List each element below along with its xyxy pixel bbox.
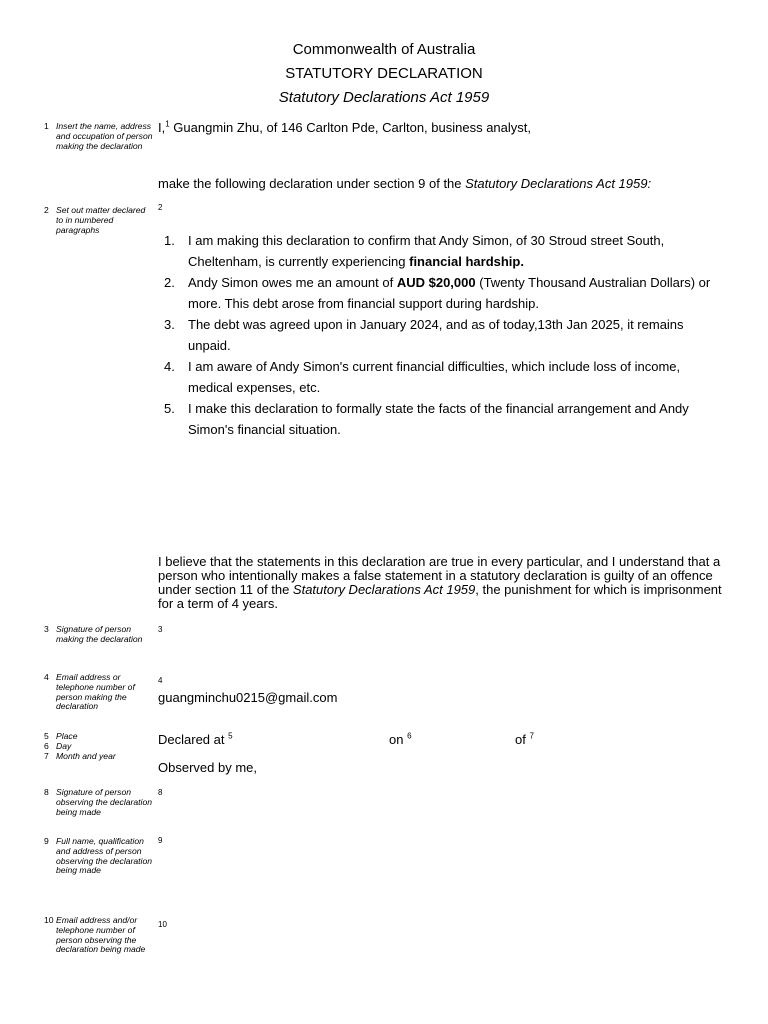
footnote-marker-9: 9 <box>158 836 163 845</box>
margin-note-5: 5 Place <box>44 731 78 741</box>
margin-note-9: 9 Full name, qualification and address of person observing the declaration being made <box>44 836 153 876</box>
margin-note-1: 1 Insert the name, address and occupation of person making the declaration <box>44 121 153 151</box>
declarant-statement: I,$^1$ Guangmin Zhu, of 146 Carlton Pde, Carlton, business analyst, <box>158 119 531 135</box>
declared-on-label: on $^6$ <box>389 731 412 747</box>
footnote-marker-3: 3 <box>158 625 163 634</box>
margin-note-6: 6 Day <box>44 741 72 751</box>
paragraph-item: 5. I make this declaration to formally state the facts of the financial arrangement and Andy Simon's financial situation. <box>164 401 689 437</box>
margin-note-8: 8 Signature of person observing the declaration being made <box>44 787 153 817</box>
footnote-marker-10: 10 <box>158 920 167 929</box>
margin-note-4: 4 Email address or telephone number of person making the declaration <box>44 672 135 712</box>
document-title: Commonwealth of Australia <box>292 41 476 58</box>
paragraph-item: 1. I am making this declaration to confirm that Andy Simon, of 30 Stroud street South, Cheltenham, is currently experiencing financial hardship. <box>164 233 665 269</box>
declaration-intro: make the following declaration under section 9 of the Statutory Declarations Act 1959: <box>158 176 652 191</box>
belief-statement: I believe that the statements in this declaration are true in every particular, and I understand that a person who intentionally makes a false statement in a statutory declaration is guilty of an offence under section 11 of the Statutory Declarations Act 1959, the punishment for which is imprisonment for a term of 4 years. <box>158 554 722 611</box>
margin-note-2: 2 Set out matter declared to in numbered paragraphs <box>44 205 146 235</box>
margin-note-3: 3 Signature of person making the declaration <box>44 624 143 644</box>
footnote-marker-2: 2 <box>158 203 163 212</box>
paragraph-item: 3. The debt was agreed upon in January 2024, and as of today,13th Jan 2025, it remains unpaid. <box>164 317 684 353</box>
act-heading: Statutory Declarations Act 1959 <box>278 89 490 106</box>
declaration-paragraphs <box>158 230 718 440</box>
footnote-marker-8: 8 <box>158 788 163 797</box>
declarant-email: guangminchu0215@gmail.com <box>158 690 338 705</box>
footnote-marker-4: 4 <box>158 676 163 685</box>
declared-of-label: of $^7$ <box>515 731 534 747</box>
declaration-heading: STATUTORY DECLARATION <box>285 65 483 82</box>
margin-note-7: 7 Month and year <box>44 751 116 761</box>
paragraph-item: 2. Andy Simon owes me an amount of AUD $20,000 (Twenty Thousand Australian Dollars) or more. This debt arose from financial support during hardship. <box>164 275 711 311</box>
observed-by-label: Observed by me, <box>158 760 257 775</box>
declared-at-label: Declared at $^5$ <box>158 731 233 747</box>
paragraph-item: 4. I am aware of Andy Simon's current financial difficulties, which include loss of income, medical expenses, etc. <box>164 359 681 395</box>
margin-note-10: 10 Email address and/or telephone number of person observing the declaration being made <box>44 915 146 955</box>
